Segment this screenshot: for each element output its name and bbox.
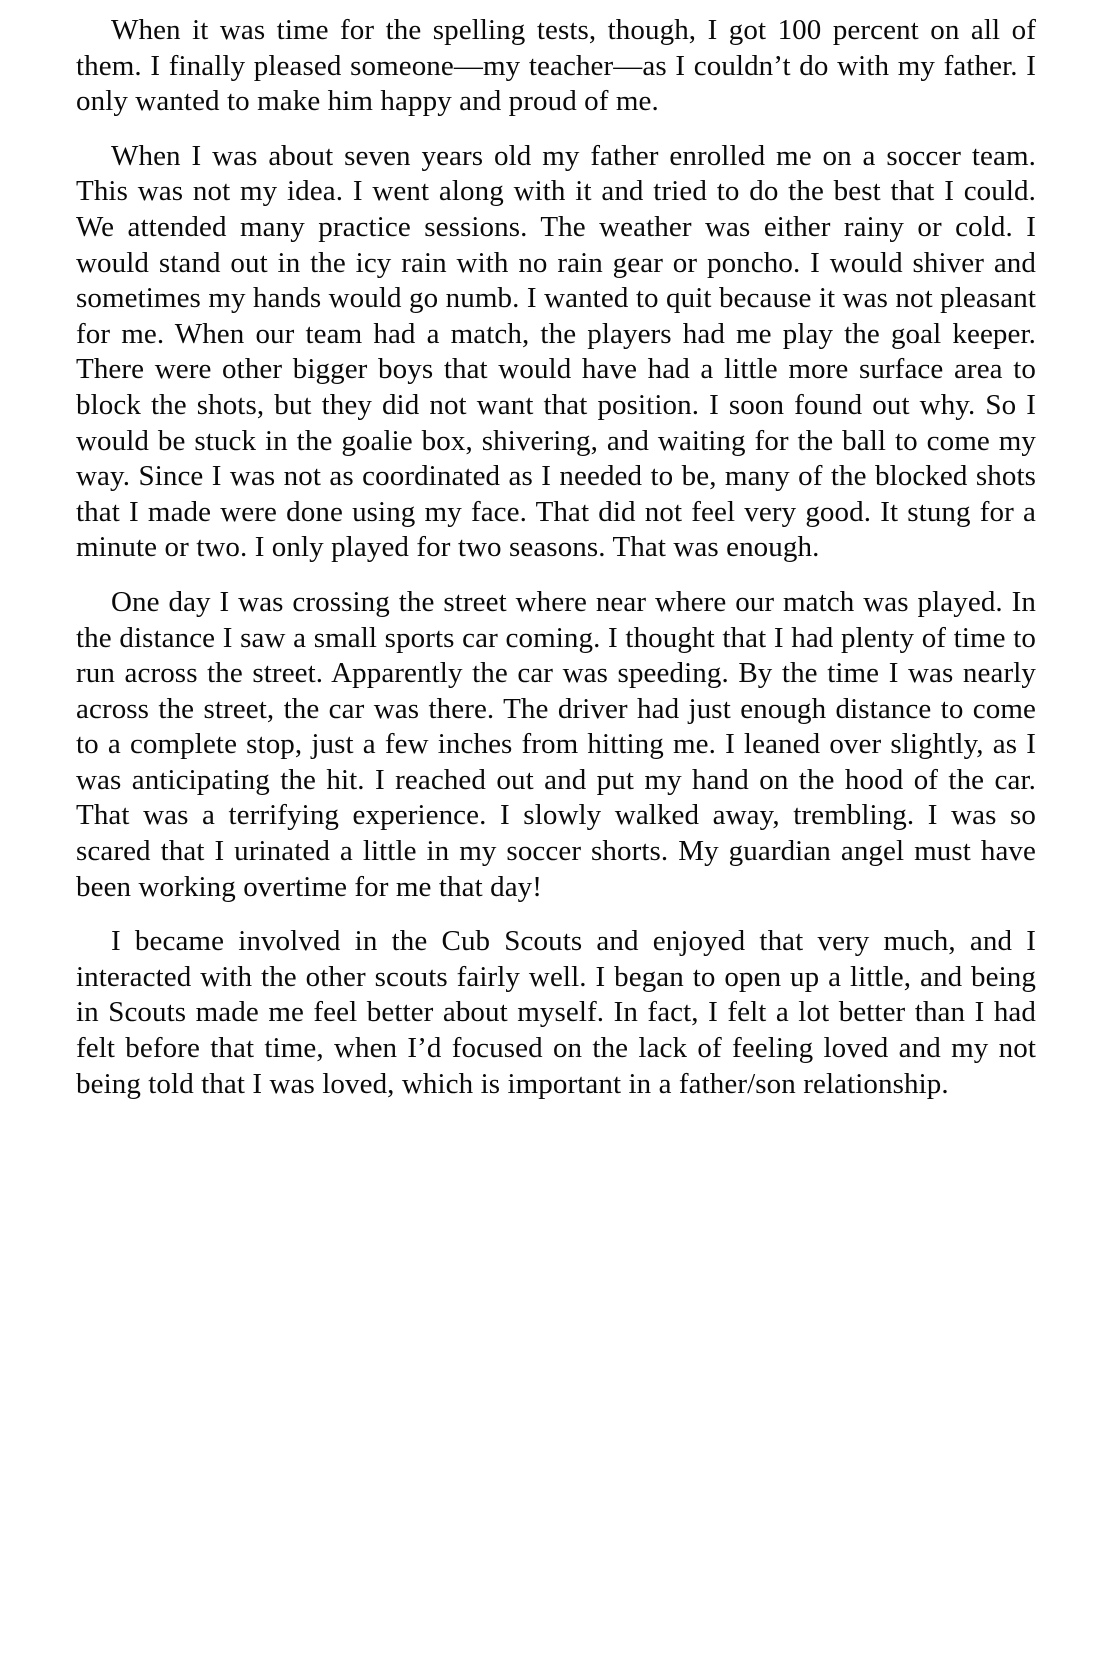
body-text (76, 13, 1036, 1102)
paragraph-crossing-street: One day I was crossing the street where near where our match was played. In the distance I saw a small sports car coming. I thought that I had plenty of time to run across the street. Apparently the car was speeding. By the time I was nearly across the street, the car was there. The driver had just enough distance to come to a complete stop, just a few inches from hitting me. I leaned over slightly, as I was anticipating the hit. I reached out and put my hand on the hood of the car. That was a terrifying experience. I slowly walked away, trembling. I was so scared that I urinated a little in my soccer shorts. My guardian angel must have been working overtime for me that day! (76, 585, 1036, 903)
paragraph-cub-scouts: I became involved in the Cub Scouts and enjoyed that very much, and I interacted with the other scouts fairly well. I began to open up a little, and being in Scouts made me feel better about myself. In fact, I felt a lot better than I had felt before that time, when I’d focused on the lack of feeling loved and my not being told that I was loved, which is important in a father/son relationship. (76, 925, 1036, 1100)
paragraph-spelling-tests: When it was time for the spelling tests, though, I got 100 percent on all of them. I finally pleased someone—my teacher—as I couldn’t do with my father. I only wanted to make him happy and proud of me. (76, 14, 1036, 118)
paragraph-soccer-team: When I was about seven years old my father enrolled me on a soccer team. This was not my idea. I went along with it and tried to do the best that I could. We attended many practice sessions. The weather was either rainy or cold. I would stand out in the icy rain with no rain gear or poncho. I would shiver and sometimes my hands would go numb. I wanted to quit because it was not pleasant for me. When our team had a match, the players had me play the goal keeper. There were other bigger boys that would have had a little more surface area to block the shots, but they did not want that position. I soon found out why. So I would be stuck in the goalie box, shivering, and waiting for the ball to come my way. Since I was not as coordinated as I needed to be, many of the blocked shots that I made were done using my face. That did not feel very good. It stung for a minute or two. I only played for two seasons. That was enough. (76, 139, 1036, 564)
